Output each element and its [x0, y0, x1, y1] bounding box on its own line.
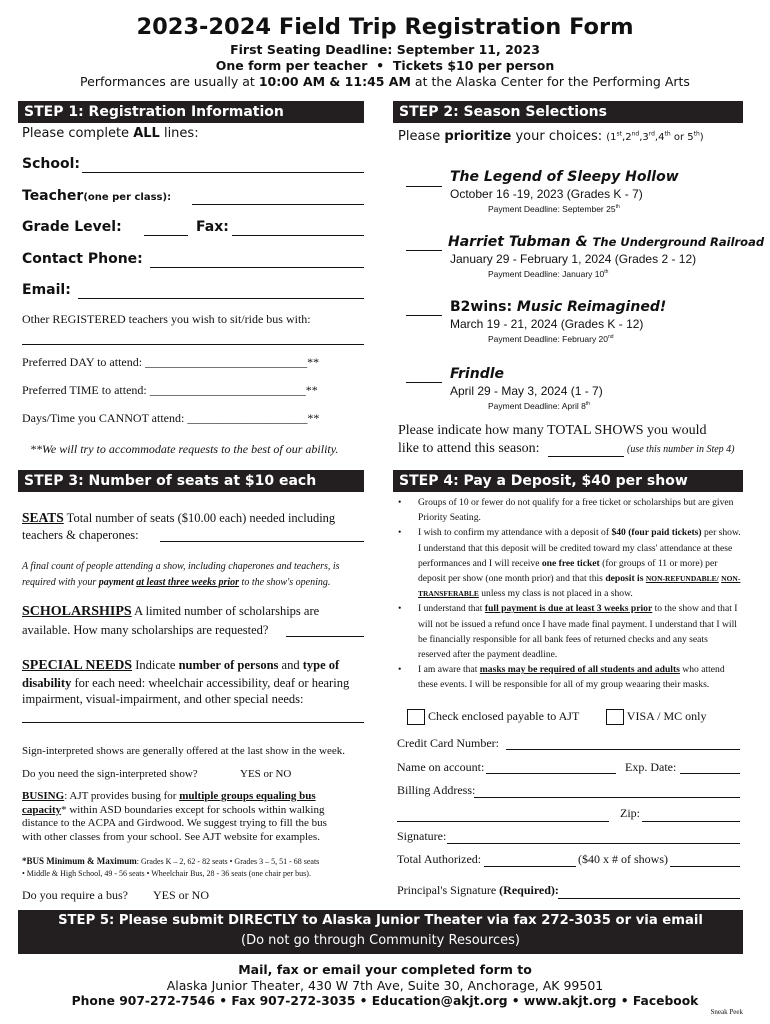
separator: •: [376, 58, 385, 73]
mail-instruction: Mail, fax or email your completed form to: [238, 962, 532, 977]
step5-note: (Do not go through Community Resources): [241, 933, 520, 948]
show1-dates: October 16 -19, 2023 (Grades K - 7): [450, 187, 643, 201]
show2-payment-deadline: Payment Deadline: January 10th: [488, 269, 609, 279]
cc-number-label: Credit Card Number:: [397, 736, 499, 750]
contact-phone-label: Contact Phone:: [22, 251, 143, 267]
sneak-peek-mark: Sneak Peek: [710, 1008, 743, 1016]
busing-section: BUSING: AJT provides busing for multiple groups equaling bus capacity* within ASD boundaries except for schools within walking distance to the ACPA and Girdwood. We suggest trying to fill the bus with other classes from your school. See AJT website for examples.: [22, 790, 327, 843]
exp-date-label: Exp. Date:: [625, 760, 677, 774]
ticket-price: Tickets $10 per person: [392, 58, 555, 73]
step1-header: STEP 1: Registration Information: [18, 101, 364, 123]
seats-section: SEATS Total number of seats ($10.00 each) needed including teachers & chaperones:: [22, 510, 336, 542]
show4-dates: April 29 - May 3, 2024 (1 - 7): [450, 384, 603, 398]
term-deposit: • I wish to confirm my attendance with a deposit of $40 (four paid tickets) per show. I understand that this deposit will be credited toward my class' attendance at these performances and I will receive one free ticket (for groups of 11 or more) per deposit per show (one month prior) and that this deposit is NON-REFUNDABLE/ NON-TRANSFERABLE unless my class is not placed in a show.: [396, 525, 742, 601]
special-needs-field[interactable]: [22, 722, 364, 723]
other-teachers-field[interactable]: [22, 344, 364, 345]
visa-checkbox[interactable]: [606, 709, 624, 725]
signature-field[interactable]: [447, 843, 740, 844]
grade-level-label: Grade Level:: [22, 219, 122, 235]
scholarships-section: SCHOLARSHIPS A limited number of scholarships are available. How many scholarships are requested?: [22, 604, 320, 637]
signature-label: Signature:: [397, 829, 447, 843]
step5-instruction: STEP 5: Please submit DIRECTLY to Alaska Junior Theater via fax 272-3035 or via email: [58, 913, 703, 928]
step5-banner: [18, 910, 743, 954]
deposit-terms: [396, 495, 742, 693]
term-full-payment: • I understand that full payment is due at least 3 weeks prior to the show and that I will not be issued a refund once I have made final payment. I understand that I will be financially responsible for all bank fees of returned checks and any seats reserved after the payment deadline.: [396, 601, 742, 662]
exp-date-field[interactable]: [680, 773, 740, 774]
show4-title: Frindle: [450, 366, 505, 382]
show1-payment-deadline: Payment Deadline: September 25th: [488, 204, 620, 214]
visa-option[interactable]: [606, 709, 706, 725]
billing-address-line2[interactable]: [397, 821, 609, 822]
contact-line: Phone 907-272-7546 • Fax 907-272-3035 • Education@akjt.org • www.akjt.org • Facebook: [71, 994, 699, 1008]
principal-signature-label: Principal's Signature (Required):: [397, 883, 559, 897]
bus-min-max: *BUS Minimum & Maximum: Grades K – 2, 62 - 82 seats • Grades 3 – 5, 51 - 68 seats • Middle & High School, 49 - 56 seats • Wheelchair Bus, 28 - 36 seats (one chair per bus).: [22, 856, 320, 878]
show2-title: Harriet Tubman & The Underground Railroad: [448, 234, 765, 250]
show3-rank-field[interactable]: [406, 315, 442, 316]
school-field[interactable]: [82, 172, 364, 173]
sign-interpreted-choice[interactable]: YES or NO: [240, 768, 292, 780]
show2-rank-field[interactable]: [406, 250, 442, 251]
preferred-time-field[interactable]: Preferred TIME to attend: __________________________**: [22, 383, 318, 397]
total-shows-field[interactable]: [548, 456, 624, 457]
step4-header: STEP 4: Pay a Deposit, $40 per show: [393, 470, 743, 492]
show3-payment-deadline: Payment Deadline: February 20nd: [488, 334, 614, 344]
page-title: 2023-2024 Field Trip Registration Form: [136, 14, 634, 40]
show1-title: The Legend of Sleepy Hollow: [450, 169, 679, 185]
fax-field[interactable]: [232, 235, 364, 236]
total-shows-label: Please indicate how many TOTAL SHOWS you would: [398, 423, 707, 438]
email-label: Email:: [22, 282, 71, 298]
total-shows-note: (use this number in Step 4): [627, 444, 735, 455]
show4-payment-deadline: Payment Deadline: April 8th: [488, 401, 590, 411]
step1-intro: Please complete ALL lines:: [22, 126, 199, 141]
preferred-day-field[interactable]: Preferred DAY to attend: ___________________________**: [22, 355, 320, 369]
show3-title: B2wins: Music Reimagined!: [450, 299, 667, 315]
show1-rank-field[interactable]: [406, 186, 442, 187]
zip-field[interactable]: [642, 821, 740, 822]
bus-choice[interactable]: YES or NO: [153, 888, 209, 902]
step2-header: STEP 2: Season Selections: [393, 101, 743, 123]
seats-field[interactable]: [160, 541, 364, 542]
teacher-label: Teacher(one per class):: [22, 188, 172, 204]
form-per-teacher: One form per teacher: [215, 58, 368, 73]
check-checkbox[interactable]: [407, 709, 425, 725]
total-shows-label-2: like to attend this season:: [398, 441, 540, 456]
accommodate-note: **We will try to accommodate requests to the best of our ability.: [30, 442, 339, 456]
show4-rank-field[interactable]: [406, 382, 442, 383]
step3-header: STEP 3: Number of seats at $10 each: [18, 470, 364, 492]
email-field[interactable]: [78, 298, 364, 299]
billing-address-label: Billing Address:: [397, 783, 476, 797]
scholarships-field[interactable]: [286, 636, 364, 637]
grade-level-field[interactable]: [144, 235, 188, 236]
sign-interpreted-note: Sign-interpreted shows are generally offered at the last show in the week.: [22, 745, 345, 757]
tickets-line: [0, 58, 770, 73]
check-label: Check enclosed payable to AJT: [428, 709, 580, 723]
mailing-address: Alaska Junior Theater, 430 W 7th Ave, Suite 30, Anchorage, AK 99501: [166, 978, 604, 993]
sign-interpreted-question: Do you need the sign-interpreted show?: [22, 768, 198, 780]
special-needs-section: SPECIAL NEEDS Indicate number of persons and type of disability for each need: wheelchair accessibility, deaf or hearing impairment, visual-impairment, and other special needs:: [22, 658, 350, 706]
show2-dates: January 29 - February 1, 2024 (Grades 2 - 12): [450, 252, 697, 266]
contact-phone-field[interactable]: [150, 267, 364, 268]
teacher-field[interactable]: [192, 204, 364, 205]
cc-number-field[interactable]: [506, 749, 740, 750]
visa-label: VISA / MC only: [626, 709, 707, 723]
bus-question: Do you require a bus?: [22, 888, 128, 902]
fax-label: Fax:: [196, 219, 229, 235]
term-groups: • Groups of 10 or fewer do not qualify for a free ticket or scholarships but are given Priority Seating.: [396, 495, 742, 525]
billing-address-field[interactable]: [474, 797, 740, 798]
total-authorized-label: Total Authorized:: [397, 852, 482, 866]
performance-times: Performances are usually at 10:00 AM & 11:45 AM at the Alaska Center for the Performing Arts: [80, 74, 690, 89]
final-count-note: A final count of people attending a show, including chaperones and teachers, is required with your payment at least three weeks prior to the show's opening.: [22, 561, 340, 588]
term-masks: • I am aware that masks may be required of all students and adults who attend these events. I will be responsible for all of my group weaaring their masks.: [396, 662, 742, 692]
school-label: School:: [22, 156, 80, 172]
other-teachers-label: Other REGISTERED teachers you wish to sit/ride bus with:: [22, 312, 311, 326]
cannot-attend-field[interactable]: Days/Time you CANNOT attend: ____________________**: [22, 411, 320, 425]
name-on-account-field[interactable]: [486, 773, 616, 774]
total-authorized-formula: ($40 x # of shows): [578, 852, 668, 866]
principal-signature-field[interactable]: [558, 898, 740, 899]
check-option[interactable]: [407, 709, 579, 725]
name-on-account-label: Name on account:: [397, 760, 485, 774]
prioritize-instruction: Please prioritize your choices: (1st,2nd,3rd,4th or 5th): [398, 129, 704, 144]
zip-label: Zip:: [620, 806, 640, 820]
deadline-line: First Seating Deadline: September 11, 2023: [230, 42, 540, 57]
show3-dates: March 19 - 21, 2024 (Grades K - 12): [450, 317, 644, 331]
